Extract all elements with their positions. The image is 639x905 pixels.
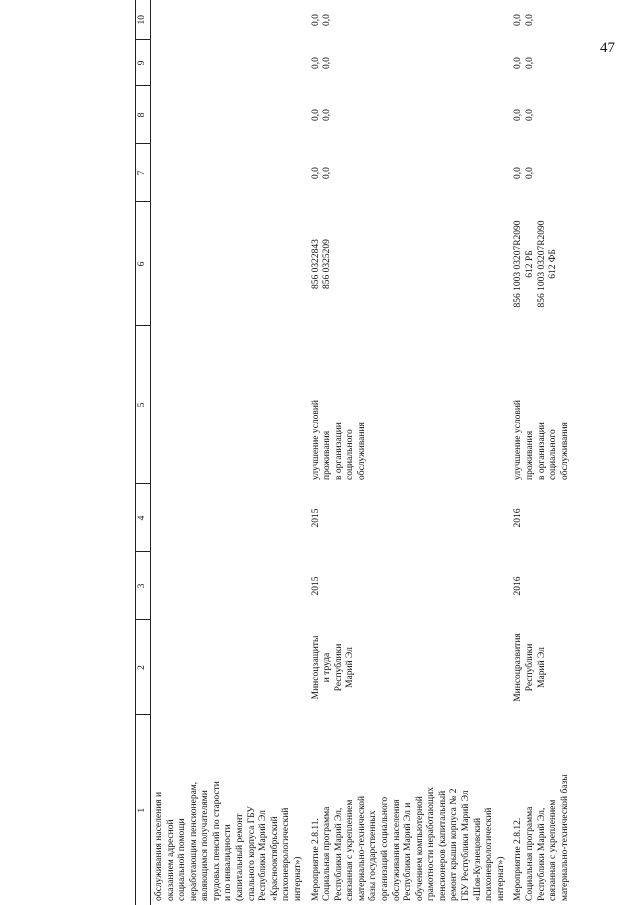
- cell-line: обслуживания населения: [391, 799, 402, 901]
- cell-start-year: [151, 552, 308, 620]
- cell-line: и по инвалидности: [223, 824, 234, 901]
- cell-line: социального: [548, 429, 559, 480]
- cell-line: 0,0: [524, 57, 535, 69]
- cell-line: Мероприятие 2.8.11.: [310, 818, 321, 901]
- table-body: [151, 0, 575, 905]
- cell-line: 0,0: [513, 57, 524, 69]
- cell-line: 0,0: [322, 57, 333, 69]
- cell-line: 856 0322843: [310, 239, 321, 289]
- cell-line: проживания: [524, 430, 535, 480]
- column-header: 9: [136, 40, 151, 86]
- cell-line: в организации: [333, 422, 344, 480]
- cell-line: «Краснооктябрьский: [269, 816, 280, 901]
- cell-line: психоневрологический: [281, 807, 292, 901]
- cell-start-year: 2015: [310, 576, 321, 596]
- cell-line: и труда: [322, 652, 333, 683]
- cell-line: Минсоцзащиты: [310, 635, 321, 700]
- cell-line: обслуживания: [559, 422, 570, 480]
- cell-line: Республики: [333, 643, 344, 692]
- column-header: 8: [136, 86, 151, 144]
- column-header: 5: [136, 326, 151, 484]
- cell-value-10: [308, 0, 511, 40]
- cell-line: 0,0: [322, 167, 333, 179]
- cell-value-7: [510, 144, 574, 202]
- cell-line: 0,0: [322, 109, 333, 121]
- cell-line: обслуживания населения и: [154, 791, 164, 901]
- cell-end-year: 2015: [310, 508, 321, 528]
- cell-start-year: 2016: [513, 576, 524, 596]
- cell-line: Марий Эл: [536, 647, 547, 688]
- cell-line: 0,0: [310, 109, 321, 121]
- cell-value-7: [151, 144, 308, 202]
- column-header: 10: [136, 0, 151, 40]
- cell-executor: [510, 620, 574, 715]
- cell-value-10: [510, 0, 574, 40]
- cell-line: являющимся получателями: [200, 790, 211, 901]
- cell-line: пенсионеров (капитальный: [437, 790, 448, 901]
- column-header: 6: [136, 202, 151, 326]
- cell-value-8: [510, 86, 574, 144]
- cell-line: 0,0: [513, 167, 524, 179]
- cell-measure: [151, 715, 308, 905]
- cell-value-8: [151, 86, 308, 144]
- cell-line: Республики Марий Эл,: [333, 807, 344, 901]
- cell-value-9: [510, 40, 574, 86]
- cell-line: оказанием адресной: [165, 819, 176, 901]
- cell-line: Минсоцразвития: [513, 633, 524, 702]
- cell-line: связанная с укреплением: [548, 799, 559, 901]
- cell-line: Социальная программа: [524, 806, 535, 901]
- cell-result: [308, 326, 511, 484]
- cell-line: Республики Марий Эл,: [536, 807, 547, 901]
- page-number: 47: [600, 40, 615, 56]
- cell-line: трудовых пенсий по старости: [211, 781, 222, 901]
- cell-result: [510, 326, 574, 484]
- cell-line: ремонт крыши корпуса № 2: [449, 788, 460, 901]
- cell-line: психоневрологический: [484, 807, 495, 901]
- cell-line: 0,0: [524, 109, 535, 121]
- column-header: 2: [136, 620, 151, 715]
- cell-line: 856 1003 03207R2090: [513, 220, 524, 308]
- cell-line: 0,0: [310, 167, 321, 179]
- column-header: 1: [136, 715, 151, 905]
- cell-line: интернат»): [495, 856, 506, 901]
- cell-line: проживания: [322, 430, 333, 480]
- table-row: [151, 0, 308, 905]
- cell-line: неработающим пенсионерам,: [188, 781, 199, 901]
- cell-value-8: [308, 86, 511, 144]
- cell-line: 856 0325209: [322, 239, 333, 289]
- cell-value-9: [308, 40, 511, 86]
- cell-budget-code: [510, 202, 574, 326]
- cell-line: ГБУ Республики Марий Эл: [461, 790, 472, 901]
- cell-measure: [308, 715, 511, 905]
- table-row: [308, 0, 511, 905]
- cell-line: социальной помощи: [177, 818, 188, 901]
- cell-line: 0,0: [310, 14, 321, 26]
- cell-line: интернат»): [292, 856, 303, 901]
- cell-line: спального корпуса ГБУ: [246, 805, 257, 901]
- cell-line: 0,0: [322, 14, 333, 26]
- cell-executor: [151, 620, 308, 715]
- cell-line: обслуживания: [356, 422, 367, 480]
- column-header: 4: [136, 484, 151, 552]
- cell-line: Республики Марий Эл и: [403, 802, 414, 901]
- cell-line: связанная с укреплением: [345, 799, 356, 901]
- column-number-row: [136, 0, 151, 905]
- cell-line: Республики: [524, 643, 535, 692]
- cell-end-year: 2016: [513, 508, 524, 528]
- cell-value-9: [151, 40, 308, 86]
- cell-line: социального: [345, 429, 356, 480]
- cell-end-year: [151, 484, 308, 552]
- cell-line: обучением компьютерной: [414, 796, 425, 901]
- cell-line: 612 ФБ: [548, 249, 559, 279]
- cell-line: улучшение условий: [513, 399, 524, 480]
- cell-line: улучшение условий: [310, 399, 321, 480]
- cell-line: 0,0: [524, 14, 535, 26]
- rotated-table-sheet: [135, 0, 639, 905]
- cell-executor: [308, 620, 511, 715]
- cell-line: 856 1003 03207R2090: [536, 220, 547, 308]
- cell-line: грамотности неработающих: [426, 786, 437, 901]
- cell-line: материально-технической базы: [559, 774, 570, 901]
- cell-line: в организации: [536, 422, 547, 480]
- cell-line: 0,0: [513, 109, 524, 121]
- cell-budget-code: [151, 202, 308, 326]
- table-row: [510, 0, 574, 905]
- column-header: 3: [136, 552, 151, 620]
- cell-line: Мероприятие 2.8.12.: [513, 817, 524, 901]
- cell-value-10: [151, 0, 308, 40]
- cell-line: 0,0: [310, 57, 321, 69]
- cell-measure: [510, 715, 574, 905]
- cell-line: 0,0: [513, 14, 524, 26]
- cell-line: «Шоя-Кузнецовский: [472, 817, 483, 901]
- cell-line: Социальная программа: [322, 806, 333, 901]
- cell-line: базы государственных: [368, 810, 379, 901]
- cell-value-7: [308, 144, 511, 202]
- cell-line: (капитальный ремонт: [235, 813, 246, 901]
- cell-line: Марий Эл: [345, 647, 356, 688]
- cell-line: 612 РБ: [524, 250, 535, 278]
- cell-line: 0,0: [524, 167, 535, 179]
- cell-line: Республики Марий Эл: [258, 810, 269, 901]
- cell-result: [151, 326, 308, 484]
- cell-line: организаций социального: [379, 796, 390, 901]
- program-table: [135, 0, 574, 905]
- cell-line: материально-технической: [356, 795, 367, 901]
- cell-budget-code: [308, 202, 511, 326]
- column-header: 7: [136, 144, 151, 202]
